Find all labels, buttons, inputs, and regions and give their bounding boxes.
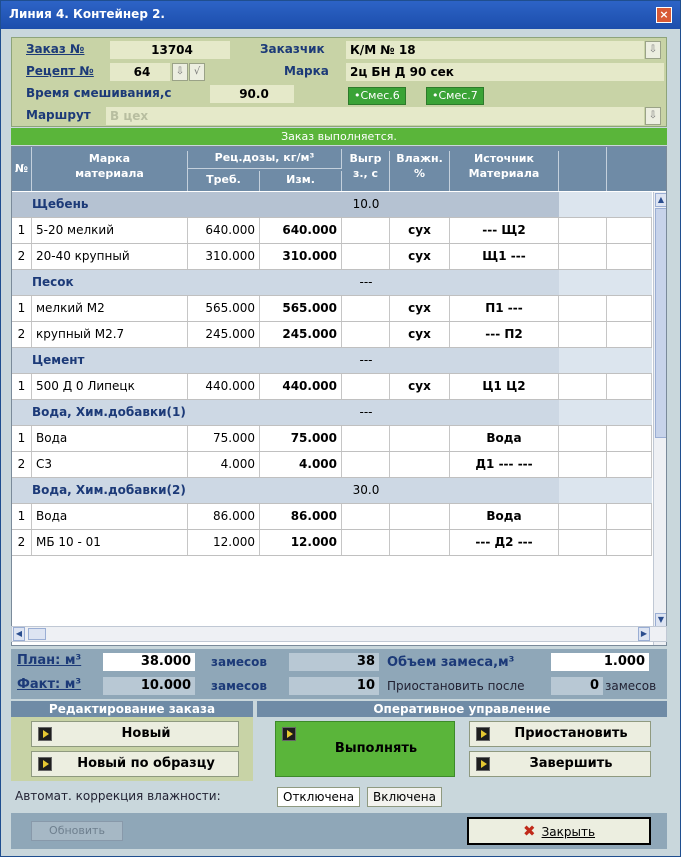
ops-panel [257, 717, 667, 781]
required-dose: 86.000 [188, 504, 260, 529]
fact-batches-label: замесов [211, 679, 267, 693]
order-number-label[interactable]: Заказ № [26, 42, 85, 56]
group-title: Цемент [32, 353, 85, 367]
source-cell: Щ1 --- [450, 244, 559, 269]
extra-cell [559, 530, 607, 555]
moisture-correction-bar [11, 785, 667, 809]
unload-cell [342, 452, 390, 477]
unload-cell [342, 322, 390, 347]
play-icon [476, 727, 490, 741]
required-dose: 245.000 [188, 322, 260, 347]
scroll-right-icon[interactable]: ▶ [638, 627, 650, 641]
close-window-icon[interactable]: × [656, 7, 672, 23]
table-header [12, 147, 667, 191]
group-row[interactable] [12, 270, 652, 296]
plan-batches-value: 38 [289, 653, 379, 671]
group-tail [559, 478, 652, 503]
horizontal-scrollbar[interactable] [11, 626, 667, 642]
col-extra-2 [607, 147, 667, 191]
extra-cell [559, 504, 607, 529]
required-dose: 75.000 [188, 426, 260, 451]
fact-label[interactable]: Факт: м³ [17, 677, 82, 692]
group-unload: --- [359, 353, 373, 367]
col-req[interactable]: Треб. [188, 171, 260, 191]
moisture-cell [390, 452, 450, 477]
row-number: 2 [12, 530, 32, 555]
play-icon [476, 757, 490, 771]
material-name: Вода [32, 504, 188, 529]
required-dose: 310.000 [188, 244, 260, 269]
col-dose[interactable]: Рец.дозы, кг/м³ [188, 149, 342, 169]
source-cell: --- Щ2 [450, 218, 559, 243]
material-name: Вода [32, 426, 188, 451]
measured-dose: 75.000 [260, 426, 342, 451]
required-dose: 440.000 [188, 374, 260, 399]
extra-cell [559, 322, 607, 347]
group-title: Песок [32, 275, 74, 289]
close-button[interactable]: ✖ Закрыть [467, 817, 651, 845]
row-number: 1 [12, 218, 32, 243]
col-meas[interactable]: Изм. [260, 171, 342, 191]
row-number: 1 [12, 374, 32, 399]
material-name: крупный М2.7 [32, 322, 188, 347]
run-button[interactable]: Выполнять [275, 721, 455, 777]
unload-cell [342, 504, 390, 529]
material-name: 5-20 мелкий [32, 218, 188, 243]
extra-cell [607, 322, 652, 347]
table-row[interactable] [12, 218, 652, 244]
source-cell: --- Д2 --- [450, 530, 559, 555]
order-number-value: 13704 [110, 41, 230, 59]
moisture-off-toggle[interactable]: Отключена [277, 787, 360, 807]
title-bar [1, 1, 680, 29]
pause-after-unit: замесов [605, 679, 657, 693]
group-row[interactable] [12, 348, 652, 374]
measured-dose: 12.000 [260, 530, 342, 555]
edit-section-title: Редактирование заказа [11, 701, 253, 717]
unload-cell [342, 374, 390, 399]
materials-table [11, 146, 667, 646]
unload-cell [342, 244, 390, 269]
extra-cell [607, 504, 652, 529]
source-cell: Д1 --- --- [450, 452, 559, 477]
moisture-correction-label: Автомат. коррекция влажности: [15, 789, 221, 803]
measured-dose: 4.000 [260, 452, 342, 477]
mark-value: 2ц БН Д 90 сек [346, 63, 664, 81]
required-dose: 565.000 [188, 296, 260, 321]
group-unload: 10.0 [352, 197, 380, 211]
extra-cell [559, 374, 607, 399]
ops-section-title: Оперативное управление [257, 701, 667, 717]
group-row[interactable] [12, 400, 652, 426]
plan-batches-label: замесов [211, 655, 267, 669]
col-source[interactable]: Источник Материала [450, 151, 559, 191]
group-unload: 30.0 [352, 483, 380, 497]
play-icon [38, 727, 52, 741]
measured-dose: 440.000 [260, 374, 342, 399]
moisture-cell: сух [390, 218, 450, 243]
recipe-dropdown-icon[interactable]: ⇩ [172, 63, 188, 81]
play-icon [38, 757, 52, 771]
col-moist[interactable]: Влажн. % [390, 151, 450, 191]
extra-cell [559, 244, 607, 269]
mixer-6-button[interactable]: •Смес.6 [348, 87, 406, 105]
recipe-value: 64 [110, 63, 170, 81]
moisture-on-toggle[interactable]: Включена [367, 787, 442, 807]
scroll-down-icon[interactable]: ▼ [655, 613, 667, 627]
moisture-cell [390, 530, 450, 555]
close-x-icon: ✖ [522, 822, 536, 840]
extra-cell [607, 374, 652, 399]
refresh-button[interactable]: Обновить [31, 821, 123, 841]
row-number: 1 [12, 504, 32, 529]
scroll-left-icon[interactable]: ◀ [13, 627, 25, 641]
fact-batches-value: 10 [289, 677, 379, 695]
material-name: 500 Д 0 Липецк [32, 374, 188, 399]
extra-cell [607, 452, 652, 477]
customer-value: К/М № 18 [346, 41, 644, 59]
unload-cell [342, 426, 390, 451]
batch-volume-value: 1.000 [551, 653, 649, 671]
recipe-label[interactable]: Рецепт № [26, 64, 94, 78]
measured-dose: 310.000 [260, 244, 342, 269]
plan-panel [11, 649, 667, 699]
source-cell: П1 --- [450, 296, 559, 321]
group-title: Вода, Хим.добавки(1) [32, 405, 186, 419]
plan-volume-value: 38.000 [103, 653, 195, 671]
route-dropdown-icon[interactable]: ⇩ [645, 107, 661, 125]
plan-label[interactable]: План: м³ [17, 653, 82, 668]
table-row[interactable] [12, 244, 652, 270]
finish-button[interactable]: Завершить [469, 751, 651, 777]
edit-panel [11, 717, 253, 781]
material-name: 20-40 крупный [32, 244, 188, 269]
unload-cell [342, 218, 390, 243]
measured-dose: 640.000 [260, 218, 342, 243]
table-row[interactable] [12, 426, 652, 452]
material-name: мелкий М2 [32, 296, 188, 321]
row-number: 1 [12, 426, 32, 451]
footer-bar [11, 813, 667, 849]
table-row[interactable] [12, 530, 652, 556]
source-cell: Вода [450, 426, 559, 451]
new-from-template-button[interactable]: Новый по образцу [31, 751, 239, 777]
table-row[interactable] [12, 296, 652, 322]
row-number: 2 [12, 322, 32, 347]
measured-dose: 245.000 [260, 322, 342, 347]
pause-after-value[interactable]: 0 [551, 677, 603, 695]
mix-time-label: Время смешивания,с [26, 86, 172, 100]
extra-cell [607, 244, 652, 269]
row-number: 1 [12, 296, 32, 321]
material-name: С3 [32, 452, 188, 477]
moisture-cell: сух [390, 374, 450, 399]
recipe-check-icon[interactable]: √ [189, 63, 205, 81]
extra-cell [607, 426, 652, 451]
group-tail [559, 192, 652, 217]
table-row[interactable] [12, 374, 652, 400]
route-label: Маршрут [26, 108, 91, 122]
source-cell: --- П2 [450, 322, 559, 347]
extra-cell [559, 218, 607, 243]
new-order-button[interactable]: Новый [31, 721, 239, 747]
unload-cell [342, 530, 390, 555]
group-tail [559, 348, 652, 373]
moisture-cell [390, 426, 450, 451]
route-value: В цех [106, 107, 644, 125]
extra-cell [607, 530, 652, 555]
group-row[interactable] [12, 478, 652, 504]
scroll-up-icon[interactable]: ▲ [655, 193, 667, 207]
vertical-scrollbar[interactable] [653, 192, 667, 646]
required-dose: 640.000 [188, 218, 260, 243]
group-title: Щебень [32, 197, 89, 211]
extra-cell [607, 296, 652, 321]
mixer-7-button[interactable]: •Смес.7 [426, 87, 484, 105]
unload-cell [342, 296, 390, 321]
fact-volume-value: 10.000 [103, 677, 195, 695]
measured-dose: 565.000 [260, 296, 342, 321]
required-dose: 4.000 [188, 452, 260, 477]
col-num[interactable]: № [12, 147, 32, 191]
col-extra-1 [559, 147, 607, 191]
material-name: МБ 10 - 01 [32, 530, 188, 555]
extra-cell [559, 452, 607, 477]
required-dose: 12.000 [188, 530, 260, 555]
group-row[interactable] [12, 192, 652, 218]
hscroll-thumb[interactable] [28, 628, 46, 640]
group-unload: --- [359, 405, 373, 419]
customer-label: Заказчик [260, 42, 325, 56]
pause-after-label: Приостановить после [387, 679, 525, 693]
col-material[interactable]: Марка материала [32, 151, 188, 191]
batch-volume-label: Объем замеса,м³ [387, 655, 515, 670]
extra-cell [607, 218, 652, 243]
col-unload[interactable]: Выгр з., с [342, 151, 390, 191]
extra-cell [559, 426, 607, 451]
customer-dropdown-icon[interactable]: ⇩ [645, 41, 661, 59]
pause-button[interactable]: Приостановить [469, 721, 651, 747]
measured-dose: 86.000 [260, 504, 342, 529]
moisture-cell [390, 504, 450, 529]
group-tail [559, 270, 652, 295]
group-title: Вода, Хим.добавки(2) [32, 483, 186, 497]
order-status: Заказ выполняется. [11, 128, 667, 145]
mark-label: Марка [284, 64, 329, 78]
group-tail [559, 400, 652, 425]
moisture-cell: сух [390, 296, 450, 321]
moisture-cell: сух [390, 244, 450, 269]
table-row[interactable] [12, 504, 652, 530]
extra-cell [559, 296, 607, 321]
order-header [11, 37, 667, 127]
window-title: Линия 4. Контейнер 2. [9, 7, 165, 21]
table-row[interactable] [12, 322, 652, 348]
row-number: 2 [12, 452, 32, 477]
moisture-cell: сух [390, 322, 450, 347]
play-icon [282, 727, 296, 741]
source-cell: Ц1 Ц2 [450, 374, 559, 399]
group-unload: --- [359, 275, 373, 289]
scroll-thumb[interactable] [655, 208, 667, 438]
row-number: 2 [12, 244, 32, 269]
mix-time-value: 90.0 [210, 85, 294, 103]
source-cell: Вода [450, 504, 559, 529]
table-row[interactable] [12, 452, 652, 478]
